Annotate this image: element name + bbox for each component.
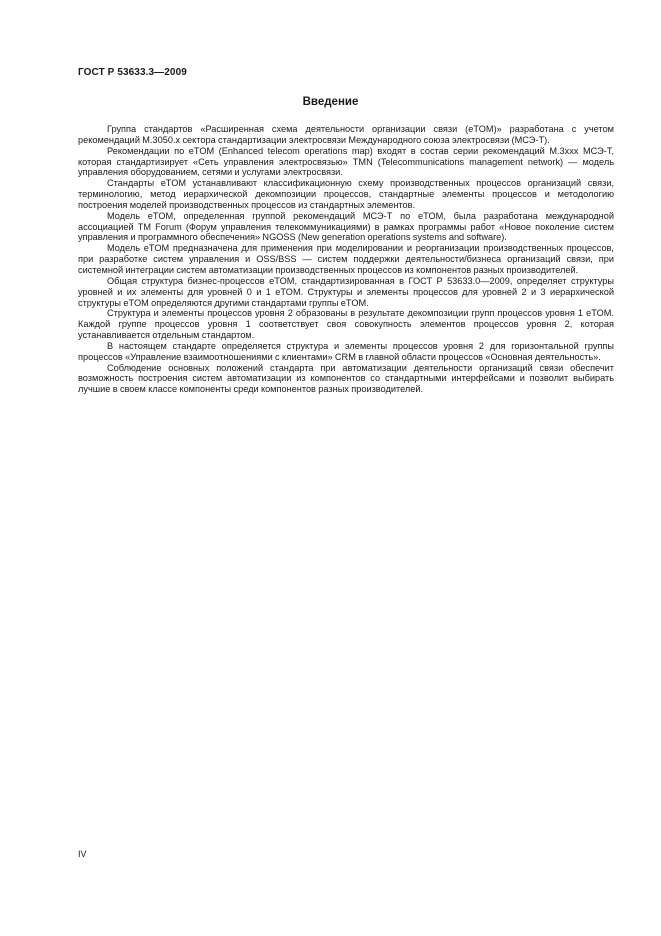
paragraph-2: Рекомендации по eTOM (Enhanced telecom operations map) входят в состав серии рекомендаций М.3ххх МСЭ-Т, которая стандартизирует «Сеть управления электросвязью» TMN (Telecommunications management network) — модель управления оборудованием, сетями и услугами электросвязи. xyxy=(78,145,614,178)
paragraph-7: Структура и элементы процессов уровня 2 образованы в результате декомпозиции групп процессов уровня 1 eTOM. Каждой группе процессов уровня 1 соответствует своя совокупность элементов процессов уровня 2, которая устанавливается отдельным стандартом. xyxy=(78,308,614,341)
paragraph-9: Соблюдение основных положений стандарта при автоматизации деятельности организаций связи обеспечит возможность построения систем автоматизации из компонентов со стандартными интерфейсами и позволит выбирать лучшие в своем классе компоненты среди компонентов разных производителей. xyxy=(78,362,614,395)
section-title: Введение xyxy=(302,96,359,108)
paragraph-1: Группа стандартов «Расширенная схема деятельности организации связи (eTOM)» разработана с учетом рекомендаций М.3050.х сектора стандартизации электросвязи Международного союза электросвязи (МСЭ-Т). xyxy=(78,124,614,145)
body-text xyxy=(78,124,614,395)
paragraph-3: Стандарты eTOM устанавливают классификационную схему производственных процессов организаций связи, терминологию, метод иерархической декомпозиции процессов, стандартные элементы процессов и методологию построения моделей производственных процессов из стандартных элементов. xyxy=(78,178,614,210)
paragraph-5: Модель eTOM предназначена для применения при моделировании и реорганизации производственных процессов, при разработке систем управления и OSS/BSS — систем поддержки деятельности/бизнеса организаций связи, при системной интеграции систем автоматизации производственных процессов из компонентов разных производителей. xyxy=(78,243,614,275)
paragraph-4: Модель eTOM, определенная группой рекомендаций МСЭ-Т по eTOM, была разработана международной ассоциацией TM Forum (Форум управления телекоммуникациями) в рамках программы работ «Новое поколение систем управления и программного обеспечения» NGOSS (New generation operations systems and software). xyxy=(78,210,614,243)
page-number: IV xyxy=(78,849,87,859)
document-header: ГОСТ Р 53633.3—2009 xyxy=(78,67,187,78)
paragraph-8: В настоящем стандарте определяется структура и элементы процессов уровня 2 для горизонтальной группы процессов «Управление взаимоотношениями с клиентами» CRM в главной области процессов «Основная деятельность». xyxy=(78,340,614,362)
paragraph-6: Общая структура бизнес-процессов eTOM, стандартизированная в ГОСТ Р 53633.0—2009, определяет структуры уровней и их элементы для уровней 0 и 1 eTOM. Структуры и элементы процессов для уровней 2 и 3 иерархической структуры eTOM определяются другими стандартами группы eTOM. xyxy=(78,275,614,308)
